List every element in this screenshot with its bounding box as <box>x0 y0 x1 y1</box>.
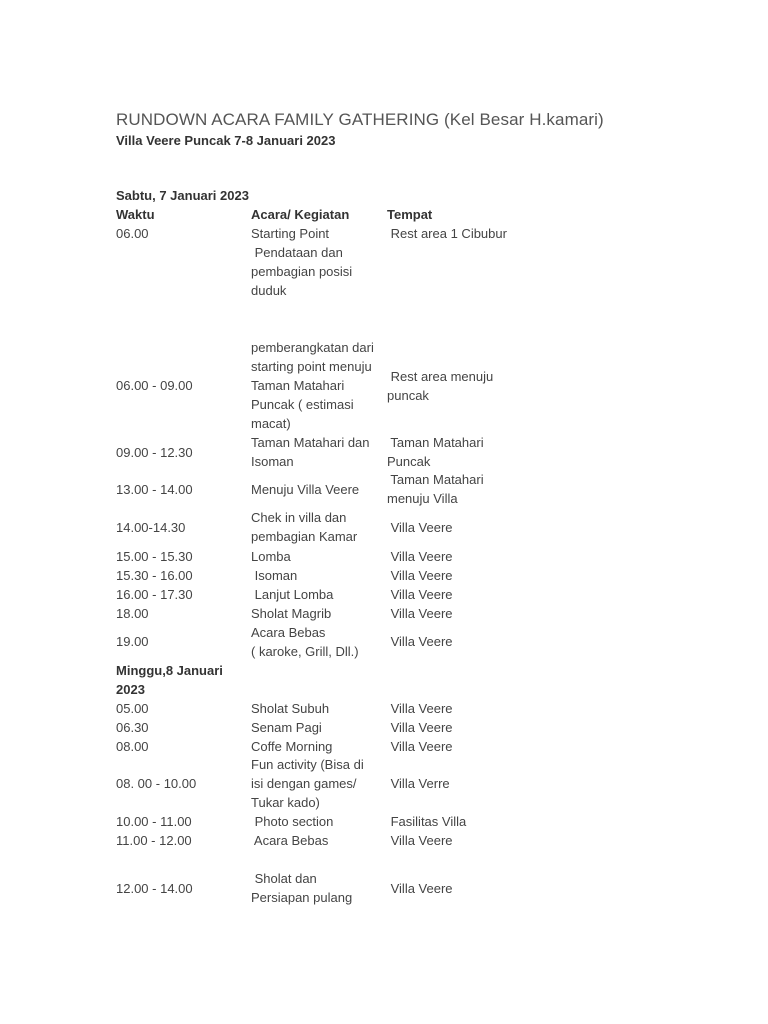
table-row-waktu: 18.00 <box>116 606 149 621</box>
table-row-waktu: 08.00 <box>116 739 149 754</box>
table-row-waktu: 15.00 - 15.30 <box>116 549 193 564</box>
table-row-waktu: 13.00 - 14.00 <box>116 482 193 497</box>
table-row-waktu: 19.00 <box>116 634 149 649</box>
table-row-tempat: Villa Veere <box>387 549 453 564</box>
table-row-acara: starting point menuju <box>251 359 372 374</box>
table-row-acara: Pendataan dan <box>251 245 343 260</box>
table-row-acara: Starting Point <box>251 226 330 241</box>
document-title: RUNDOWN ACARA FAMILY GATHERING (Kel Besar H.kamari) <box>116 110 604 129</box>
table-row-tempat: Fasilitas Villa <box>387 814 467 829</box>
table-row-tempat: Taman Matahari <box>387 472 484 487</box>
table-row-waktu: 14.00-14.30 <box>116 520 186 535</box>
table-row-waktu: 12.00 - 14.00 <box>116 881 193 896</box>
table-row-tempat: Villa Veere <box>387 701 453 716</box>
table-row-acara: Chek in villa dan <box>251 510 347 525</box>
table-row-tempat: Villa Veere <box>387 739 453 754</box>
table-row-acara: Tukar kado) <box>251 795 320 810</box>
day2-heading: 2023 <box>116 682 145 697</box>
table-row-tempat: Villa Veere <box>387 881 453 896</box>
document-subtitle: Villa Veere Puncak 7-8 Januari 2023 <box>116 133 336 148</box>
table-row-acara: Sholat Subuh <box>251 701 330 716</box>
table-row-acara: pemberangkatan dari <box>251 340 374 355</box>
table-row-tempat: Villa Verre <box>387 776 450 791</box>
table-row-acara: ( karoke, Grill, Dll.) <box>251 644 359 659</box>
table-row-tempat: puncak <box>387 388 429 403</box>
table-row-acara: Sholat Magrib <box>251 606 332 621</box>
table-row-tempat: Rest area 1 Cibubur <box>387 226 507 241</box>
table-row-acara: Taman Matahari <box>251 378 345 393</box>
table-row-waktu: 15.30 - 16.00 <box>116 568 193 583</box>
table-row-tempat: Puncak <box>387 454 431 469</box>
day2-heading: Minggu,8 Januari <box>116 663 223 678</box>
table-row-tempat: Villa Veere <box>387 520 453 535</box>
table-row-waktu: 06.30 <box>116 720 149 735</box>
table-row-waktu: 09.00 - 12.30 <box>116 445 193 460</box>
table-row-acara: Menuju Villa Veere <box>251 482 360 497</box>
table-row-acara: Acara Bebas <box>251 833 329 848</box>
table-row-acara: macat) <box>251 416 291 431</box>
table-row-acara: Persiapan pulang <box>251 890 353 905</box>
table-row-waktu: 11.00 - 12.00 <box>116 833 192 848</box>
table-row-acara: Acara Bebas <box>251 625 326 640</box>
table-row-acara: pembagian Kamar <box>251 529 358 544</box>
table-row-acara: Taman Matahari dan <box>251 435 370 450</box>
table-row-tempat: Taman Matahari <box>387 435 484 450</box>
table-row-tempat: Villa Veere <box>387 606 453 621</box>
table-row-acara: Sholat dan <box>251 871 317 886</box>
table-row-acara: Puncak ( estimasi <box>251 397 354 412</box>
table-row-tempat: Villa Veere <box>387 587 453 602</box>
table-row-acara: Coffe Morning <box>251 739 333 754</box>
table-row-acara: isi dengan games/ <box>251 776 357 791</box>
table-row-waktu: 05.00 <box>116 701 149 716</box>
table-row-waktu: 16.00 - 17.30 <box>116 587 193 602</box>
table-row-acara: pembagian posisi <box>251 264 353 279</box>
table-row-tempat: Villa Veere <box>387 833 453 848</box>
table-row-acara: Photo section <box>251 814 334 829</box>
table-row-acara: Senam Pagi <box>251 720 322 735</box>
table-row-acara: duduk <box>251 283 287 298</box>
table-row-tempat: Villa Veere <box>387 720 453 735</box>
column-header-waktu: Waktu <box>116 207 155 222</box>
table-row-acara: Fun activity (Bisa di <box>251 757 364 772</box>
day1-heading: Sabtu, 7 Januari 2023 <box>116 188 249 203</box>
column-header-tempat: Tempat <box>387 207 433 222</box>
table-row-tempat: Villa Veere <box>387 634 453 649</box>
table-row-acara: Lanjut Lomba <box>251 587 334 602</box>
table-row-waktu: 06.00 - 09.00 <box>116 378 193 393</box>
table-row-waktu: 10.00 - 11.00 <box>116 814 192 829</box>
table-row-acara: Lomba <box>251 549 291 564</box>
table-row-tempat: Villa Veere <box>387 568 453 583</box>
column-header-acara: Acara/ Kegiatan <box>251 207 350 222</box>
table-row-waktu: 06.00 <box>116 226 149 241</box>
table-row-acara: Isoman <box>251 454 294 469</box>
table-row-tempat: menuju Villa <box>387 491 458 506</box>
table-row-tempat: Rest area menuju <box>387 369 494 384</box>
table-row-waktu: 08. 00 - 10.00 <box>116 776 197 791</box>
table-row-acara: Isoman <box>251 568 298 583</box>
